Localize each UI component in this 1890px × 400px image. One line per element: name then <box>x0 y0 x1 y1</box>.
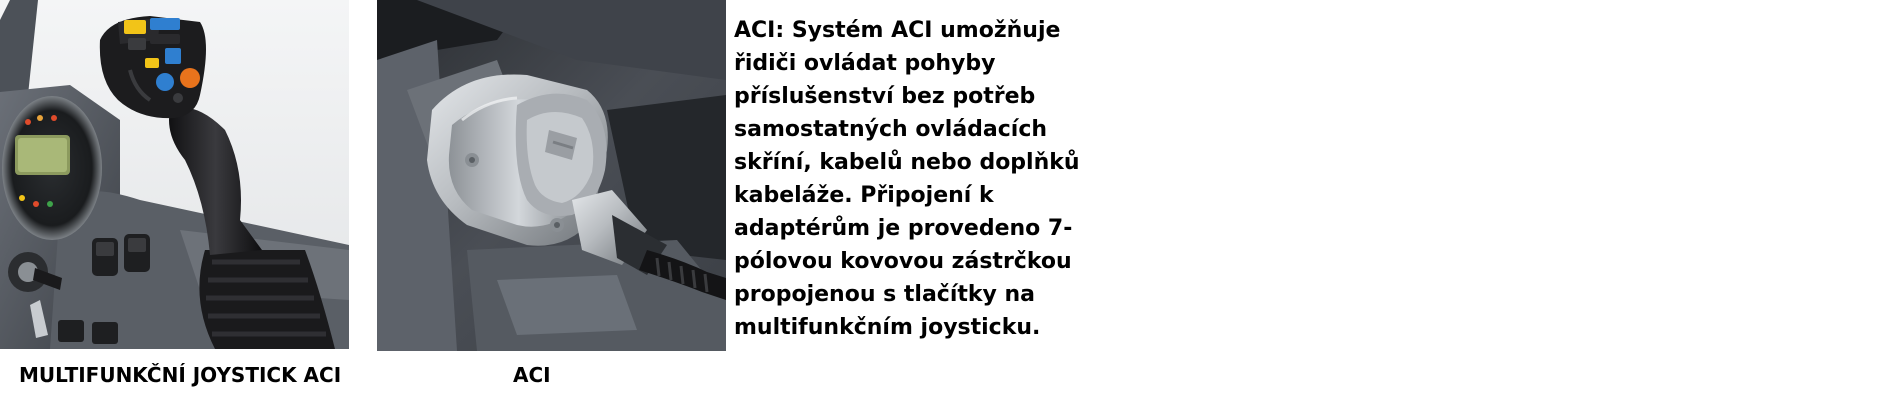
description-line: samostatných ovládacích <box>734 117 1048 142</box>
aci-description <box>734 14 1080 344</box>
joystick-photo <box>0 0 349 349</box>
description-line: ACI: Systém ACI umožňuje <box>734 18 1061 43</box>
description-line: adaptérům je provedeno 7- <box>734 216 1073 241</box>
description-line: propojenou s tlačítky na <box>734 282 1036 307</box>
description-line: pólovou kovovou zástrčkou <box>734 249 1072 274</box>
description-line: řidiči ovládat pohyby <box>734 51 996 76</box>
aci-connector-photo <box>377 0 726 351</box>
aci-connector-photo-graphic <box>377 0 726 351</box>
description-line: skříní, kabelů nebo doplňků <box>734 150 1080 175</box>
description-line: kabeláže. Připojení k <box>734 183 994 208</box>
description-line: příslušenství bez potřeb <box>734 84 1036 109</box>
aci-caption: ACI <box>513 363 551 387</box>
description-line: multifunkčním joysticku. <box>734 315 1041 340</box>
joystick-caption: MULTIFUNKČNÍ JOYSTICK ACI <box>19 363 342 387</box>
joystick-photo-graphic <box>0 0 349 349</box>
